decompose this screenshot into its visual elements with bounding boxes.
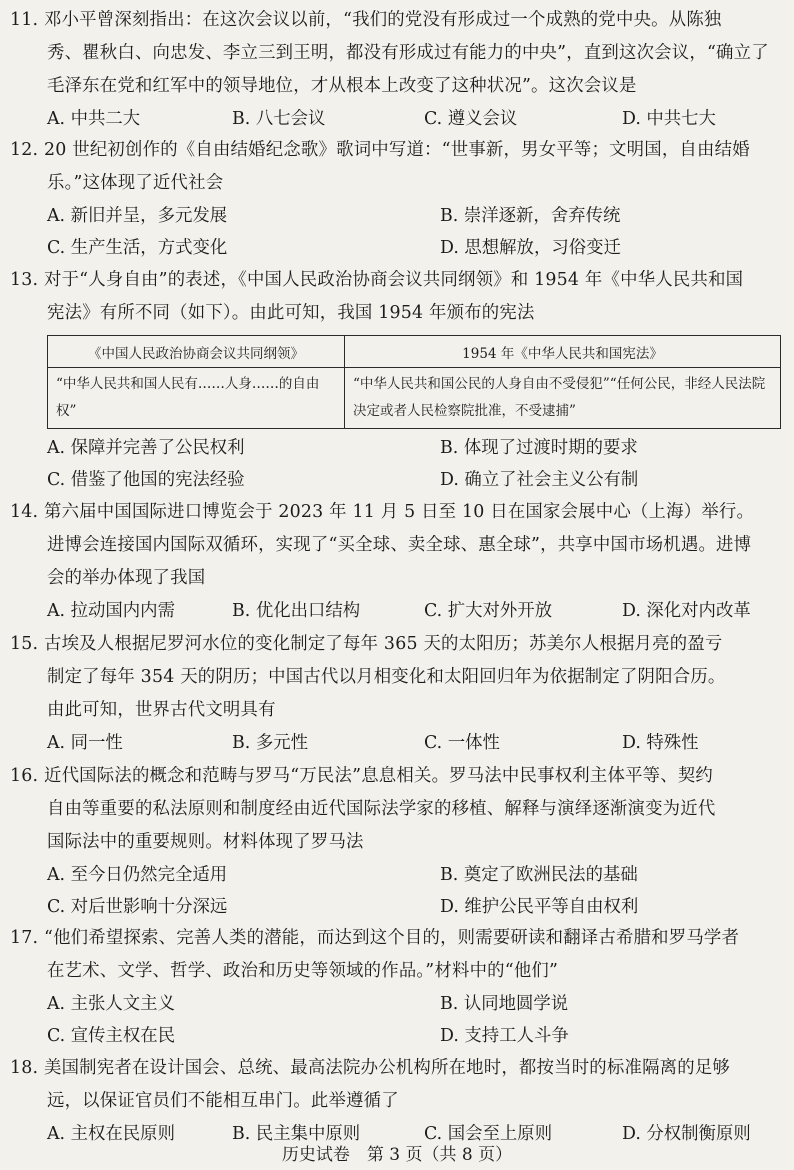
- question-14-line-3: 会的举办体现了我国: [47, 568, 206, 588]
- option-a[interactable]: A. 新旧并呈，多元发展: [47, 206, 228, 226]
- question-11-line-2: 秀、瞿秋白、向忠发、李立三到王明，都没有形成过有能力的中央”，直到这次会议，“确立了: [47, 43, 769, 63]
- question-18-line-2: 远，以保证官员们不能相互串门。此举遵循了: [47, 1091, 399, 1111]
- question-18-line-1: 18. 美国制宪者在设计国会、总统、最高法院办公机构所在地时，都按当时的标准隔离的足够: [10, 1058, 731, 1078]
- question-13-options-row-2: [10, 464, 782, 496]
- question-14-line-1: 14. 第六届中国国际进口博览会于 2023 年 11 月 5 日至 10 日在国家会展中心（上海）举行。: [10, 502, 755, 522]
- option-a[interactable]: A. 至今日仍然完全适用: [47, 865, 228, 885]
- question-17-line-2: 在艺术、文学、哲学、政治和历史等领域的作品。”材料中的“他们”: [47, 961, 559, 981]
- question-15-line-3: 由此可知，世界古代文明具有: [47, 700, 276, 720]
- question-17-line-1: 17. “他们希望探索、完善人类的潜能，而达到这个目的，则需要研读和翻译古希腊和罗马学者: [10, 928, 740, 948]
- table-row: [48, 368, 781, 429]
- option-a[interactable]: A. 主权在民原则: [47, 1124, 175, 1144]
- page-footer: 历史试卷 第 3 页（共 8 页）: [281, 1145, 513, 1165]
- question-12: [10, 134, 782, 264]
- option-d[interactable]: D. 确立了社会主义公有制: [440, 470, 639, 490]
- question-17-options-row-2: [10, 1020, 782, 1052]
- question-13: [10, 264, 782, 330]
- option-d[interactable]: D. 维护公民平等自由权利: [440, 897, 639, 917]
- option-a[interactable]: A. 中共二大: [47, 109, 141, 129]
- option-a[interactable]: A. 保障并完善了公民权利: [47, 438, 245, 458]
- option-b[interactable]: B. 奠定了欧洲民法的基础: [440, 865, 638, 885]
- option-c[interactable]: C. 国会至上原则: [424, 1124, 553, 1144]
- question-13-options-row-1: [10, 432, 782, 464]
- option-c[interactable]: C. 对后世影响十分深远: [47, 897, 228, 917]
- option-c[interactable]: C. 借鉴了他国的宪法经验: [47, 470, 245, 490]
- option-d[interactable]: D. 分权制衡原则: [622, 1124, 751, 1144]
- table-cell-common-program: “中华人民共和国人民有……人身……的自由权”: [48, 368, 345, 429]
- question-15-line-2: 制定了每年 354 天的阴历；中国古代以月相变化和太阳回归年为依据制定了阴阳合历。: [47, 667, 726, 687]
- option-b[interactable]: B. 八七会议: [232, 109, 326, 129]
- comparison-table: [47, 335, 781, 429]
- question-15-options: [10, 727, 782, 759]
- question-15: [10, 628, 782, 759]
- option-c[interactable]: C. 宣传主权在民: [47, 1026, 176, 1046]
- option-c[interactable]: C. 生产生活，方式变化: [47, 238, 228, 258]
- question-11: [10, 4, 782, 135]
- question-12-line-1: 12. 20 世纪初创作的《自由结婚纪念歌》歌词中写道：“世事新，男女平等；文明国，自由结婚: [10, 140, 750, 160]
- question-11-options: [10, 103, 782, 135]
- question-12-options-row-2: [10, 232, 782, 264]
- question-11-line-3: 毛泽东在党和红军中的领导地位，才从根本上改变了这种状况”。这次会议是: [47, 76, 637, 96]
- option-d[interactable]: D. 深化对内改革: [622, 601, 751, 621]
- option-b[interactable]: B. 民主集中原则: [232, 1124, 361, 1144]
- question-16: [10, 760, 782, 923]
- table-header-common-program: 《中国人民政治协商会议共同纲领》: [48, 336, 345, 368]
- question-14-options: [10, 595, 782, 627]
- question-17-options-row-1: [10, 988, 782, 1020]
- option-b[interactable]: B. 认同地圆学说: [440, 994, 569, 1014]
- option-a[interactable]: A. 同一性: [47, 733, 123, 753]
- option-d[interactable]: D. 中共七大: [622, 109, 716, 129]
- option-a[interactable]: A. 拉动国内内需: [47, 601, 175, 621]
- question-16-line-3: 国际法中的重要规则。材料体现了罗马法: [47, 832, 364, 852]
- option-c[interactable]: C. 遵义会议: [424, 109, 518, 129]
- question-15-line-1: 15. 古埃及人根据尼罗河水位的变化制定了每年 365 天的太阳历；苏美尔人根据月亮的盈亏: [10, 634, 723, 654]
- option-d[interactable]: D. 支持工人斗争: [440, 1026, 569, 1046]
- option-d[interactable]: D. 特殊性: [622, 733, 699, 753]
- question-16-options-row-2: [10, 891, 782, 923]
- option-c[interactable]: C. 一体性: [424, 733, 500, 753]
- question-14: [10, 496, 782, 627]
- option-b[interactable]: B. 多元性: [232, 733, 309, 753]
- table-header-1954-constitution: 1954 年《中华人民共和国宪法》: [345, 336, 781, 368]
- question-13-line-1: 13. 对于“人身自由”的表述，《中国人民政治协商会议共同纲领》和 1954 年《中华人民共和国: [10, 270, 744, 290]
- option-b[interactable]: B. 体现了过渡时期的要求: [440, 438, 638, 458]
- question-13-line-2: 宪法》有所不同（如下）。由此可知，我国 1954 年颁布的宪法: [47, 303, 535, 323]
- question-17: [10, 922, 782, 1052]
- question-11-line-1: 11. 邓小平曾深刻指出：在这次会议以前，“我们的党没有形成过一个成熟的党中央。从陈独: [10, 10, 722, 30]
- question-16-line-1: 16. 近代国际法的概念和范畴与罗马“万民法”息息相关。罗马法中民事权利主体平等、契约: [10, 766, 714, 786]
- question-12-line-2: 乐。”这体现了近代社会: [47, 173, 224, 193]
- option-d[interactable]: D. 思想解放，习俗变迁: [440, 238, 621, 258]
- option-c[interactable]: C. 扩大对外开放: [424, 601, 553, 621]
- table-cell-1954-constitution: “中华人民共和国公民的人身自由不受侵犯”“任何公民，非经人民法院决定或者人民检察院批准，不受逮捕”: [345, 368, 781, 429]
- option-a[interactable]: A. 主张人文主义: [47, 994, 175, 1014]
- question-14-line-2: 进博会连接国内国际双循环，实现了“买全球、卖全球、惠全球”，共享中国市场机遇。进博: [47, 535, 752, 555]
- option-b[interactable]: B. 优化出口结构: [232, 601, 361, 621]
- question-16-line-2: 自由等重要的私法原则和制度经由近代国际法学家的移植、解释与演绎逐渐演变为近代: [47, 799, 716, 819]
- question-13-options: [10, 432, 782, 496]
- question-18: [10, 1052, 782, 1150]
- table-header-row: [48, 336, 781, 368]
- option-b[interactable]: B. 崇洋逐新，舍弃传统: [440, 206, 621, 226]
- question-12-options-row-1: [10, 200, 782, 232]
- question-16-options-row-1: [10, 859, 782, 891]
